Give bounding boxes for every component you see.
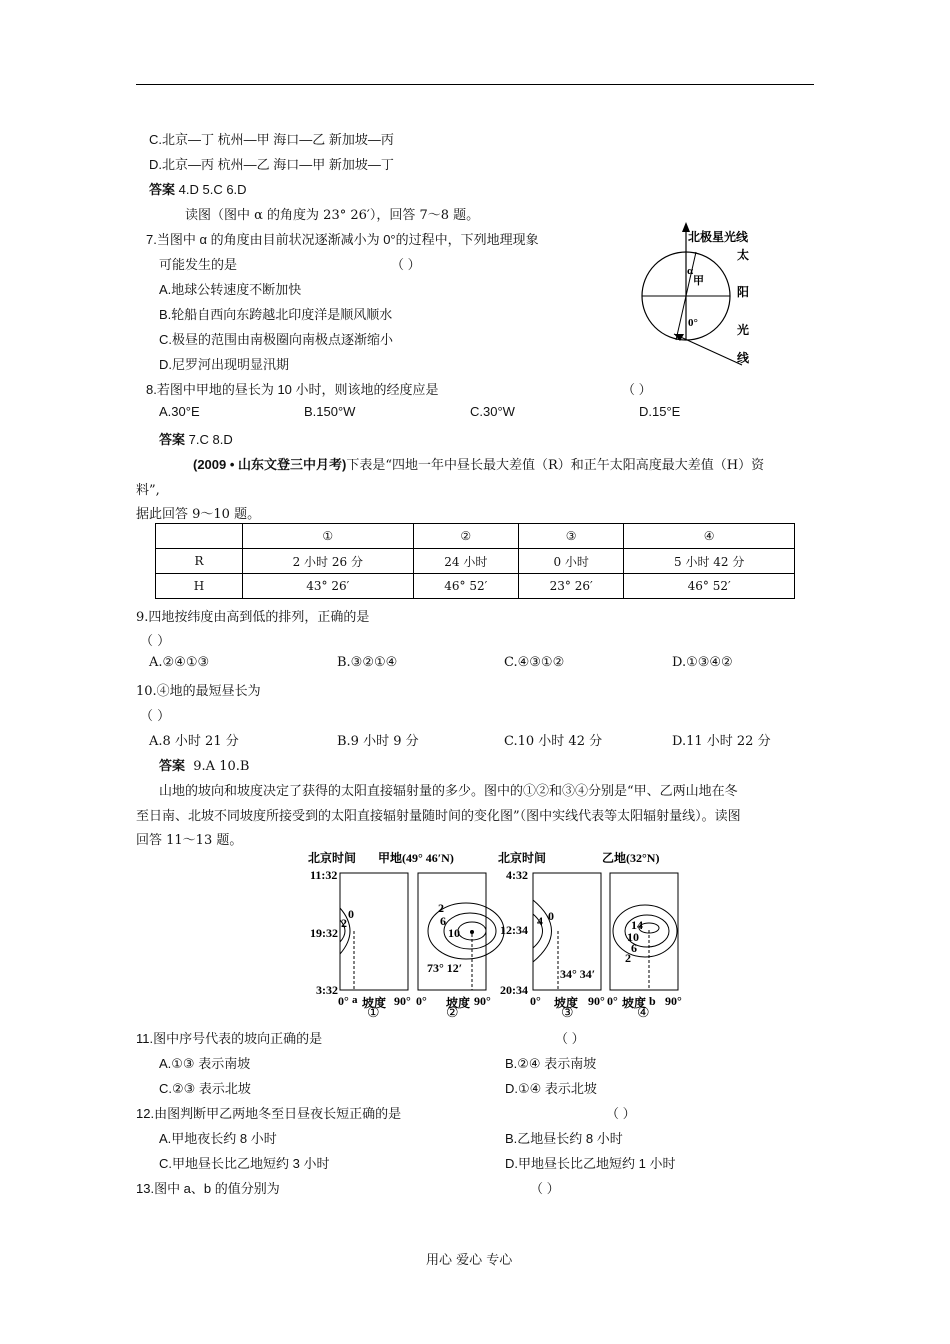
intro-q11-13-line3: 回答 11～13 题。 bbox=[136, 833, 243, 848]
question-9: 9.四地按纬度由高到低的排列，正确的是 bbox=[136, 610, 370, 625]
q11-option-d: D.①④ 表示北坡 bbox=[505, 1081, 597, 1096]
table-cell: 0 小时 bbox=[519, 549, 624, 574]
answer-text: 9.A 10.B bbox=[193, 759, 250, 774]
slope-label: 坡度 bbox=[554, 996, 579, 1010]
q10-option-a: A.8 小时 21 分 bbox=[149, 734, 239, 749]
time-label-jia-top: 11:32 bbox=[310, 868, 338, 882]
axis-zero: 0° bbox=[416, 994, 427, 1008]
data-table bbox=[155, 523, 795, 599]
table-cell: 43° 26′ bbox=[243, 574, 414, 599]
slope-label: 坡度 bbox=[622, 996, 647, 1010]
q10-option-d: D.11 小时 22 分 bbox=[672, 734, 771, 749]
sun-label-4: 线 bbox=[737, 351, 750, 365]
panel-number: ③ bbox=[561, 1006, 574, 1018]
contour-label: 2 bbox=[341, 916, 347, 930]
q9-option-b: B.③②①④ bbox=[337, 655, 398, 670]
table-cell: 24 小时 bbox=[413, 549, 518, 574]
sun-label-1: 太 bbox=[737, 248, 750, 262]
question-9-paren: （ ） bbox=[140, 634, 171, 649]
table-row bbox=[156, 574, 795, 599]
q8-option-a: A.30°E bbox=[159, 404, 200, 419]
axis-ninety: 90° bbox=[588, 994, 605, 1008]
contour-label: 14 bbox=[631, 918, 643, 932]
angle-label-yi: 34° 34′ bbox=[560, 967, 596, 981]
answer-block-3 bbox=[159, 755, 249, 774]
panel-number: ① bbox=[367, 1006, 380, 1018]
table-cell: H bbox=[156, 574, 243, 599]
axis-zero: 0° bbox=[530, 994, 541, 1008]
panel-number: ② bbox=[446, 1006, 459, 1018]
option-d-prev: D.北京—丙 杭州—乙 海口—甲 新加坡—丁 bbox=[149, 157, 394, 172]
angle-label-jia: 73° 12′ bbox=[427, 961, 463, 975]
q8-option-c: C.30°W bbox=[470, 404, 515, 419]
header-rule bbox=[136, 84, 814, 85]
b-label: b bbox=[649, 994, 656, 1008]
time-label-yi-mid: 12:34 bbox=[500, 923, 528, 937]
q9-option-c: C.④③①② bbox=[504, 655, 565, 670]
a-label: a bbox=[352, 994, 358, 1006]
table-header-cell: ③ bbox=[519, 524, 624, 549]
jia-label: 甲 bbox=[693, 275, 704, 287]
alpha-label: α bbox=[687, 265, 694, 277]
option-c-prev: C.北京—丁 杭州—甲 海口—乙 新加坡—丙 bbox=[149, 132, 394, 147]
north-star-label: 北极星光线 bbox=[688, 230, 749, 244]
table-header-cell: ② bbox=[413, 524, 518, 549]
sun-label-2: 阳 bbox=[737, 285, 750, 299]
q12-option-a: A.甲地夜长约 8 小时 bbox=[159, 1131, 277, 1146]
axis-ninety: 90° bbox=[665, 994, 682, 1008]
axis-zero: 0° bbox=[338, 994, 349, 1008]
contour-label: 6 bbox=[440, 914, 446, 928]
intro-q11-13-line1: 山地的坡向和坡度决定了获得的太阳直接辐射量的多少。图中的①②和③④分别是“甲、乙两山地在冬 bbox=[159, 784, 738, 799]
panel-number: ④ bbox=[637, 1006, 650, 1018]
time-label-jia-mid: 19:32 bbox=[310, 926, 338, 940]
q9-option-d: D.①③④② bbox=[672, 655, 733, 670]
answer-block-2 bbox=[159, 429, 233, 448]
contour-label: 2 bbox=[625, 951, 631, 965]
question-8-paren: （ ） bbox=[622, 382, 652, 397]
radiation-figure bbox=[300, 848, 700, 1018]
slope-label: 坡度 bbox=[362, 996, 387, 1010]
yi-location-label: 乙地(32°N) bbox=[602, 851, 660, 865]
contour-label: 4 bbox=[537, 914, 543, 928]
q11-option-c: C.②③ 表示北坡 bbox=[159, 1081, 251, 1096]
q11-option-a: A.①③ 表示南坡 bbox=[159, 1056, 251, 1071]
contour-label: 10 bbox=[627, 930, 639, 944]
q12-option-d: D.甲地昼长比乙地短约 1 小时 bbox=[505, 1156, 676, 1171]
answer-label: 答案 bbox=[159, 432, 186, 447]
axis-zero: 0° bbox=[607, 994, 618, 1008]
bj-time-left: 北京时间 bbox=[308, 851, 357, 865]
question-10: 10.④地的最短昼长为 bbox=[136, 684, 261, 699]
question-7: 7.当图中 α 的角度由目前状况逐渐减小为 0°的过程中，下列地理现象 bbox=[146, 232, 539, 247]
question-7-cont: 可能发生的是 bbox=[159, 257, 238, 272]
intro-q11-13-line2: 至日南、北坡不同坡度所接受到的太阳直接辐射量随时间的变化图”（图中实线代表等太阳辐射量线）。读图 bbox=[136, 809, 741, 824]
table-header-cell: ④ bbox=[624, 524, 795, 549]
table-row bbox=[156, 524, 795, 549]
contour-label: 10 bbox=[448, 926, 460, 940]
question-12: 12.由图判断甲乙两地冬至日昼夜长短正确的是 bbox=[136, 1106, 402, 1121]
q12-option-b: B.乙地昼长约 8 小时 bbox=[505, 1131, 623, 1146]
answer-block-1 bbox=[149, 179, 247, 198]
intro-text: 下表是“四地一年中昼长最大差值（R）和正午太阳高度最大差值（H）资 bbox=[346, 458, 765, 473]
table-cell: R bbox=[156, 549, 243, 574]
table-cell: 23° 26′ bbox=[519, 574, 624, 599]
q8-option-b: B.150°W bbox=[304, 404, 356, 419]
question-8: 8.若图中甲地的昼长为 10 小时，则该地的经度应是 bbox=[146, 382, 439, 397]
jia-location-label: 甲地(49° 46′N) bbox=[378, 851, 454, 865]
intro-q9-10-line1 bbox=[193, 454, 764, 473]
time-label-jia-bottom: 3:32 bbox=[316, 983, 338, 997]
question-13: 13.图中 a、b 的值分别为 bbox=[136, 1181, 280, 1196]
axis-ninety: 90° bbox=[474, 994, 491, 1008]
q10-option-c: C.10 小时 42 分 bbox=[504, 734, 603, 749]
table-header-cell: ① bbox=[243, 524, 414, 549]
contour-label: 0 bbox=[548, 909, 554, 923]
zero-label: 0° bbox=[688, 317, 698, 329]
question-12-paren: （ ） bbox=[606, 1106, 636, 1121]
q12-option-c: C.甲地昼长比乙地短约 3 小时 bbox=[159, 1156, 330, 1171]
sun-label-3: 光 bbox=[737, 323, 750, 337]
axis-ninety: 90° bbox=[394, 994, 411, 1008]
contour-label: 2 bbox=[438, 901, 444, 915]
answer-label: 答案 bbox=[159, 758, 186, 773]
bj-time-right: 北京时间 bbox=[498, 851, 547, 865]
intro-q9-10-line3: 据此回答 9～10 题。 bbox=[136, 507, 261, 522]
q11-option-b: B.②④ 表示南坡 bbox=[505, 1056, 597, 1071]
answer-label: 答案 bbox=[149, 182, 176, 197]
answer-text: 7.C 8.D bbox=[188, 432, 233, 447]
table-cell: 5 小时 42 分 bbox=[624, 549, 795, 574]
q7-option-a: A.地球公转速度不断加快 bbox=[159, 282, 302, 297]
q7-option-d: D.尼罗河出现明显汛期 bbox=[159, 357, 290, 372]
q7-option-c: C.极昼的范围由南极圈向南极点逐渐缩小 bbox=[159, 332, 394, 347]
time-label-yi-top: 4:32 bbox=[506, 868, 528, 882]
table-row bbox=[156, 549, 795, 574]
intro-q9-10-line2: 料”, bbox=[136, 483, 160, 498]
page-footer: 用心 爱心 专心 bbox=[426, 1253, 513, 1268]
table-cell: 46° 52′ bbox=[413, 574, 518, 599]
time-label-yi-bottom: 20:34 bbox=[500, 983, 528, 997]
earth-sunlight-figure bbox=[630, 222, 770, 372]
q8-option-d: D.15°E bbox=[639, 404, 681, 419]
answer-text: 4.D 5.C 6.D bbox=[178, 182, 247, 197]
question-11: 11.图中序号代表的坡向正确的是 bbox=[136, 1031, 323, 1046]
table-cell: 46° 52′ bbox=[624, 574, 795, 599]
q10-option-b: B.9 小时 9 分 bbox=[337, 734, 419, 749]
question-13-paren: （ ） bbox=[530, 1181, 560, 1196]
source-label: (2009 • 山东文登三中月考) bbox=[193, 457, 347, 472]
slope-label: 坡度 bbox=[446, 996, 471, 1010]
q7-option-b: B.轮船自西向东跨越北印度洋是顺风顺水 bbox=[159, 307, 393, 322]
table-header-cell bbox=[156, 524, 243, 549]
q9-option-a: A.②④①③ bbox=[149, 655, 210, 670]
intro-q7-8: 读图（图中 α 的角度为 23° 26′），回答 7～8 题。 bbox=[185, 208, 480, 223]
contour-label: 6 bbox=[631, 941, 637, 955]
question-10-paren: （ ） bbox=[140, 709, 171, 724]
table-cell: 2 小时 26 分 bbox=[243, 549, 414, 574]
question-7-paren: （ ） bbox=[391, 257, 421, 272]
question-11-paren: （ ） bbox=[555, 1031, 585, 1046]
contour-label: 0 bbox=[348, 907, 354, 921]
